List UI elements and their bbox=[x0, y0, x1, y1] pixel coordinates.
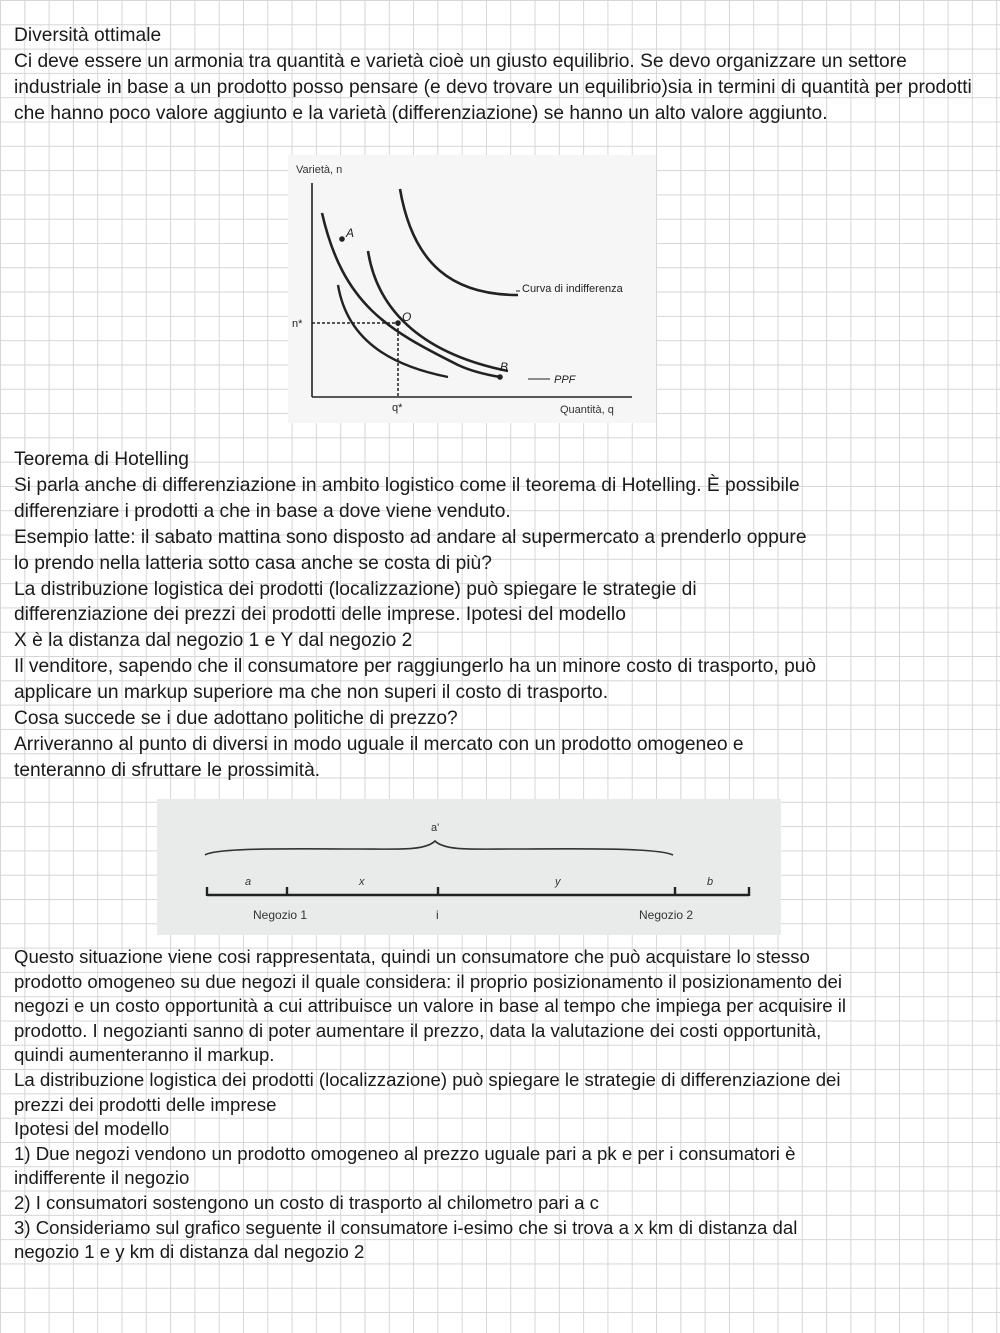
text-line: 3) Consideriamo sul grafico seguente il consumatore i-esimo che si trova a x km di distanza dal bbox=[14, 1216, 798, 1238]
brace-label: a' bbox=[431, 822, 440, 834]
q-star-label: q* bbox=[392, 402, 403, 414]
section-title: Teorema di Hotelling bbox=[14, 449, 189, 470]
text-line: negozio 1 e y km di distanza dal negozio 2 bbox=[14, 1241, 365, 1263]
paragraph: Ci deve essere un armonia tra quantità e varietà cioè un giusto equilibrio. Se devo organizzare un settore industriale in base a un prodotto posso pensare (e devo trovare un equilibrio)sia in termini di quantità per prodotti che hanno poco valore aggiunto e la varietà (differenziazione) se hanno un alto valore aggiunto. bbox=[14, 50, 972, 124]
point-o-dot bbox=[395, 320, 401, 326]
text-line: quindi aumenteranno il markup. bbox=[14, 1044, 275, 1066]
text-line: prodotto. I negozianti sanno di poter aumentare il prezzo, data la valutazione dei costi opportunità, bbox=[14, 1019, 822, 1041]
section-hotelling bbox=[14, 447, 994, 784]
text-line: differenziazione dei prezzi dei prodotti delle imprese. Ipotesi del modello bbox=[14, 604, 626, 626]
n-star-label: n* bbox=[292, 318, 303, 330]
text-line: Il venditore, sapendo che il consumatore per raggiungerlo ha un minore costo di trasporto, può bbox=[14, 656, 817, 678]
point-b-dot bbox=[497, 374, 503, 380]
indifference-label: Curva di indifferenza bbox=[522, 283, 623, 295]
store1-label: Negozio 1 bbox=[253, 908, 308, 922]
text-line: Arriveranno al punto di diversi in modo uguale il mercato con un prodotto omogeneo e bbox=[14, 733, 744, 755]
text-line: Esempio latte: il sabato mattina sono disposto ad andare al supermercato a prenderlo oppure bbox=[14, 526, 807, 548]
text-line: negozi e un costo opportunità a cui attribuisce un valore in base al tempo che impiega per acquisire il bbox=[14, 995, 847, 1017]
brace bbox=[205, 841, 673, 855]
section-model-hypotheses bbox=[14, 945, 994, 1265]
text-line: prodotto omogeneo su due negozi il quale considera: il proprio posizionamento il posizionamento dei bbox=[14, 970, 842, 992]
segment-x-label: x bbox=[359, 876, 365, 888]
text-line: X è la distanza dal negozio 1 e Y dal negozio 2 bbox=[14, 630, 413, 652]
section-optimal-diversity bbox=[14, 23, 994, 127]
text-line: indifferente il negozio bbox=[14, 1167, 190, 1189]
text-line: differenziare i prodotti a che in base a dove viene venduto. bbox=[14, 500, 511, 522]
store2-label: Negozio 2 bbox=[639, 908, 694, 922]
consumer-label: i bbox=[436, 908, 439, 922]
hotelling-line-diagram bbox=[157, 799, 781, 935]
segment-b-label: b bbox=[707, 876, 714, 888]
ppf-indifference-figure bbox=[288, 155, 656, 423]
segment-y-label: y bbox=[555, 876, 561, 888]
segment-a-label: a bbox=[245, 876, 252, 888]
text-line: La distribuzione logistica dei prodotti (localizzazione) può spiegare le strategie di differenziazione dei bbox=[14, 1068, 841, 1090]
hotelling-line-figure bbox=[157, 799, 781, 935]
text-line: Cosa succede se i due adottano politiche di prezzo? bbox=[14, 708, 458, 730]
text-line: 2) I consumatori sostengono un costo di trasporto al chilometro pari a c bbox=[14, 1191, 599, 1213]
point-b-label: B bbox=[500, 360, 509, 374]
section-title: Diversità ottimale bbox=[14, 25, 162, 46]
text-line: Si parla anche di differenziazione in ambito logistico come il teorema di Hotelling. È possibile bbox=[14, 474, 800, 496]
text-line: tenteranno di sfruttare le prossimità. bbox=[14, 759, 321, 781]
ppf-label: PPF bbox=[554, 374, 576, 386]
text-line: Ipotesi del modello bbox=[14, 1118, 170, 1140]
text-line: applicare un markup superiore ma che non superi il costo di trasporto. bbox=[14, 682, 609, 704]
point-a-dot bbox=[339, 236, 345, 242]
x-axis-label: Quantità, q bbox=[560, 404, 614, 416]
text-line: Questo situazione viene cosi rappresentata, quindi un consumatore che può acquistare lo stesso bbox=[14, 946, 810, 967]
point-o-label: O bbox=[402, 310, 412, 324]
text-line: La distribuzione logistica dei prodotti (localizzazione) può spiegare le strategie di bbox=[14, 578, 697, 600]
ppf-indifference-diagram bbox=[288, 155, 656, 423]
text-line: prezzi dei prodotti delle imprese bbox=[14, 1093, 277, 1115]
indifference-curve-high bbox=[400, 189, 518, 295]
text-line: 1) Due negozi vendono un prodotto omogeneo al prezzo uguale pari a pk e per i consumatori è bbox=[14, 1142, 796, 1164]
indifference-curve-low bbox=[338, 285, 448, 377]
point-a-label: A bbox=[346, 226, 355, 240]
y-axis-label: Varietà, n bbox=[296, 164, 343, 176]
text-line: lo prendo nella latteria sotto casa anche se costa di più? bbox=[14, 552, 492, 574]
